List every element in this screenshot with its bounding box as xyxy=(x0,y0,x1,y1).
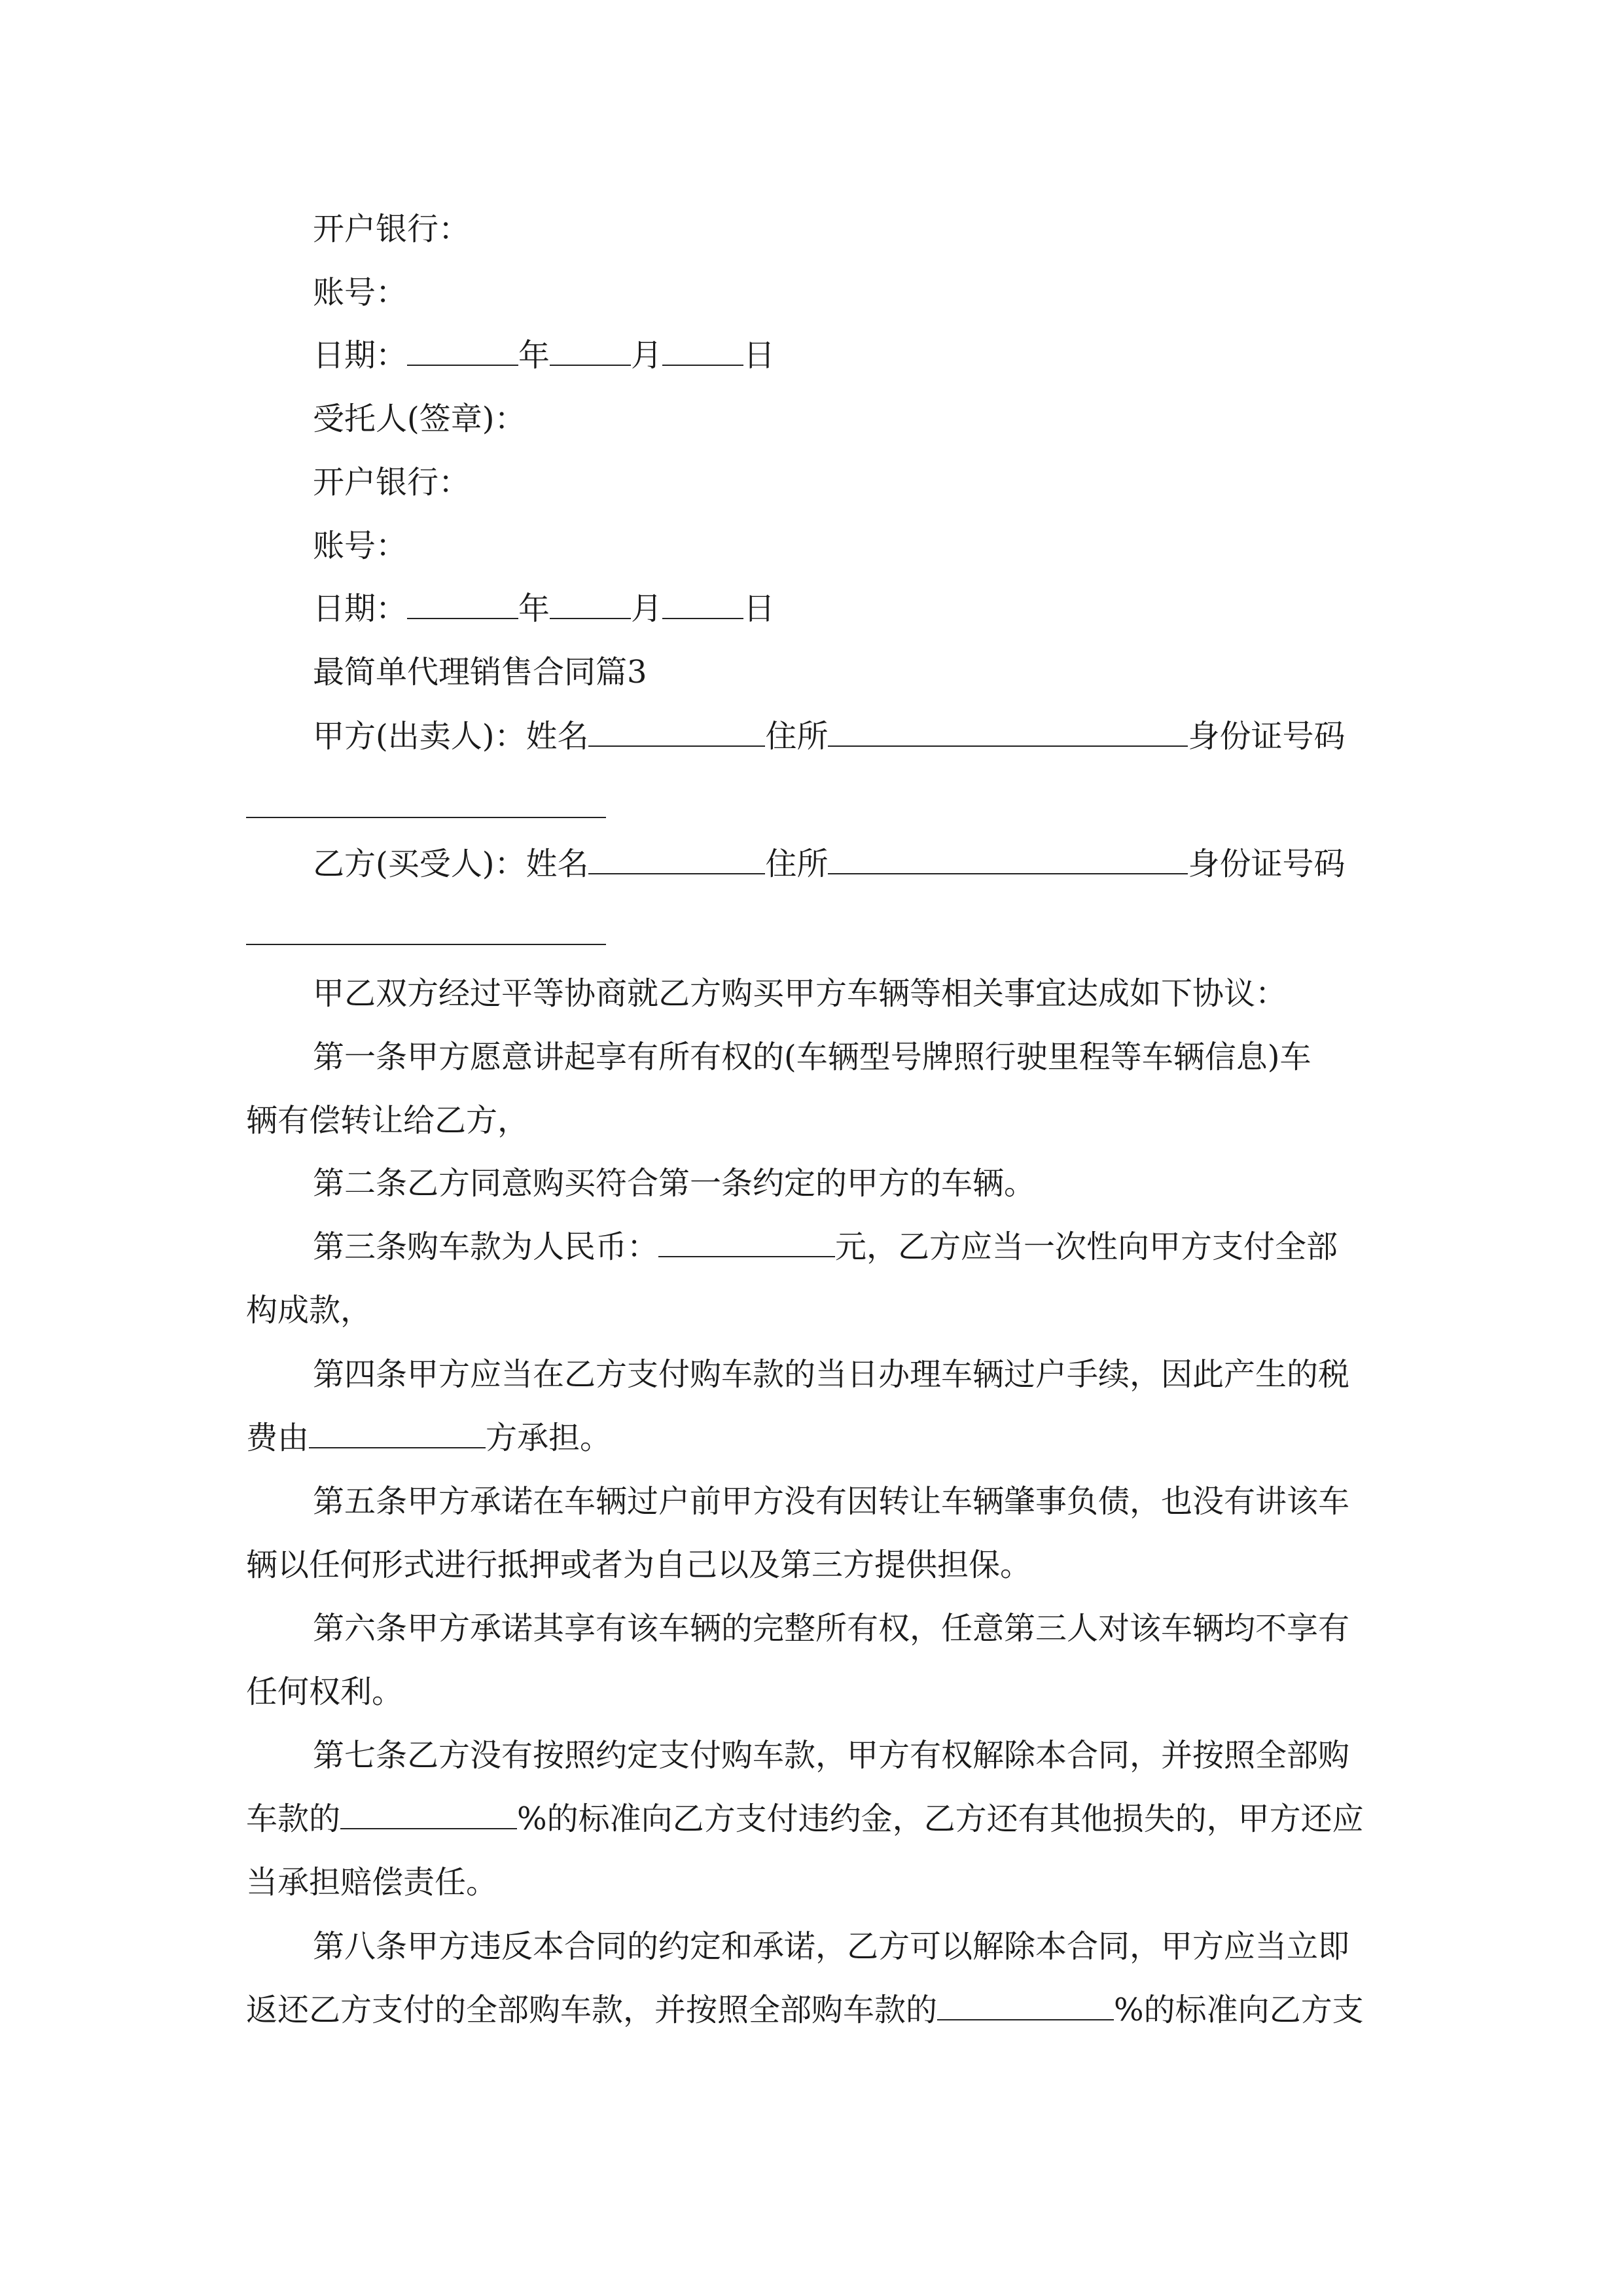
year-blank xyxy=(407,336,518,366)
article-8-post: %的标准向乙方支 xyxy=(1114,1992,1364,2028)
year-label: 年 xyxy=(518,337,550,374)
article-5-line-2: 辆以任何形式进行抵押或者为自己以及第三方提供担保。 xyxy=(246,1547,1032,1583)
day-label: 日 xyxy=(743,590,776,627)
article-6-line-2: 任何权利。 xyxy=(246,1674,404,1710)
article-4-line-1: 第四条甲方应当在乙方支付购车款的当日办理车辆过户手续，因此产生的税 xyxy=(313,1356,1350,1393)
address-label: 住所 xyxy=(765,846,829,882)
party-b-label: 乙方(买受人)：姓名 xyxy=(313,846,589,882)
day-blank xyxy=(662,589,743,619)
name-blank xyxy=(588,844,765,874)
article-1-line-1: 第一条甲方愿意讲起享有所有权的(车辆型号牌照行驶里程等车辆信息)车 xyxy=(313,1039,1311,1075)
party-b-id-blank xyxy=(246,944,606,945)
article-4-line-2 xyxy=(246,1418,611,1458)
date-label: 日期： xyxy=(313,590,408,627)
article-3-line-1 xyxy=(313,1227,1338,1266)
article-4-post: 方承担。 xyxy=(486,1420,612,1456)
address-blank xyxy=(828,844,1188,874)
article-2: 第二条乙方同意购买符合第一条约定的甲方的车辆。 xyxy=(313,1165,1036,1202)
id-label: 身份证号码 xyxy=(1188,718,1346,755)
sig2-date xyxy=(313,589,775,628)
article-8-line-2 xyxy=(246,1990,1364,2030)
section-title: 最简单代理销售合同篇3 xyxy=(313,654,647,691)
article-3-post: 元，乙方应当一次性向甲方支付全部 xyxy=(835,1229,1338,1265)
price-blank xyxy=(658,1227,835,1257)
id-label: 身份证号码 xyxy=(1188,846,1346,882)
article-8-pre: 返还乙方支付的全部购车款，并按照全部购车款的 xyxy=(246,1992,938,2028)
article-6-line-1: 第六条甲方承诺其享有该车辆的完整所有权，任意第三人对该车辆均不享有 xyxy=(313,1610,1350,1647)
month-label: 月 xyxy=(631,590,663,627)
date-label: 日期： xyxy=(313,337,408,374)
percent-blank xyxy=(340,1799,517,1829)
article-8-line-1: 第八条甲方违反本合同的约定和承诺，乙方可以解除本合同，甲方应当立即 xyxy=(313,1928,1350,1965)
sig2-trustee: 受托人(签章)： xyxy=(313,401,526,437)
article-5-line-1: 第五条甲方承诺在车辆过户前甲方没有因转让车辆肇事负债，也没有讲该车 xyxy=(313,1483,1350,1520)
article-7-post: %的标准向乙方支付违约金，乙方还有其他损失的，甲方还应 xyxy=(517,1801,1364,1837)
month-label: 月 xyxy=(631,337,663,374)
percent-blank xyxy=(937,1990,1114,2020)
party-a-id-blank xyxy=(246,817,606,818)
day-blank xyxy=(662,336,743,366)
sig1-bank: 开户银行： xyxy=(313,211,471,247)
address-blank xyxy=(828,717,1188,747)
month-blank xyxy=(550,589,631,619)
sig2-bank: 开户银行： xyxy=(313,464,471,501)
year-label: 年 xyxy=(518,590,550,627)
intro-paragraph: 甲乙双方经过平等协商就乙方购买甲方车辆等相关事宜达成如下协议： xyxy=(313,975,1287,1012)
day-label: 日 xyxy=(743,337,776,374)
party-b-line xyxy=(313,844,1346,884)
month-blank xyxy=(550,336,631,366)
name-blank xyxy=(588,717,765,747)
sig1-account: 账号： xyxy=(313,274,408,311)
year-blank xyxy=(407,589,518,619)
party-blank xyxy=(309,1418,486,1448)
address-label: 住所 xyxy=(765,718,829,755)
article-3-line-2: 构成款， xyxy=(246,1292,372,1329)
sig2-account: 账号： xyxy=(313,528,408,564)
article-7-line-3: 当承担赔偿责任。 xyxy=(246,1864,498,1901)
article-1-line-2: 辆有偿转让给乙方， xyxy=(246,1102,529,1139)
article-7-pre: 车款的 xyxy=(246,1801,341,1837)
party-a-line xyxy=(313,717,1346,756)
article-3-pre: 第三条购车款为人民币： xyxy=(313,1229,659,1265)
sig1-date xyxy=(313,336,775,375)
article-7-line-1: 第七条乙方没有按照约定支付购车款，甲方有权解除本合同，并按照全部购 xyxy=(313,1737,1350,1774)
article-4-pre: 费由 xyxy=(246,1420,310,1456)
article-7-line-2 xyxy=(246,1799,1364,1839)
party-a-label: 甲方(出卖人)：姓名 xyxy=(313,718,589,755)
